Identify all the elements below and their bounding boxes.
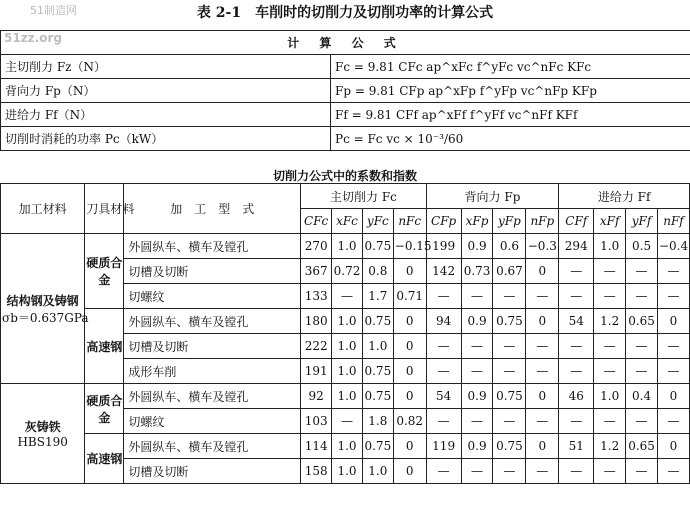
material-cell bbox=[1, 234, 89, 384]
header-coefficient: xFc bbox=[332, 209, 363, 234]
coefficient-value: — bbox=[559, 459, 594, 484]
machining-type: 切槽及切断 bbox=[124, 459, 301, 484]
coefficient-value: 0 bbox=[393, 359, 426, 384]
tool-material-cell: 硬质合金 bbox=[85, 234, 124, 309]
coefficient-value: 142 bbox=[426, 259, 461, 284]
coefficient-value: 0 bbox=[526, 384, 559, 409]
coefficient-value: 0.67 bbox=[493, 259, 526, 284]
formula-label: 主切削力 Fz（N） bbox=[1, 55, 331, 79]
coefficient-value: 54 bbox=[559, 309, 594, 334]
coefficient-value: — bbox=[594, 459, 626, 484]
coefficient-value: 0.8 bbox=[362, 259, 393, 284]
coefficient-value: 1.0 bbox=[332, 434, 363, 459]
coefficient-value: 0 bbox=[393, 459, 426, 484]
header-coefficient: nFc bbox=[393, 209, 426, 234]
coefficient-value: 0.73 bbox=[461, 259, 493, 284]
header-row bbox=[1, 184, 690, 209]
formula-row bbox=[1, 127, 690, 151]
coefficient-value: — bbox=[657, 259, 689, 284]
coefficient-value: — bbox=[594, 259, 626, 284]
coefficient-value: — bbox=[426, 409, 461, 434]
coefficient-value: 0 bbox=[657, 309, 689, 334]
coefficient-value: — bbox=[461, 284, 493, 309]
coefficient-value: 0 bbox=[393, 334, 426, 359]
coefficient-value: 46 bbox=[559, 384, 594, 409]
coefficient-table-caption: 切削力公式中的系数和指数 bbox=[272, 169, 417, 183]
header-coefficient: yFc bbox=[362, 209, 393, 234]
coefficient-value: 0.82 bbox=[393, 409, 426, 434]
coefficient-value: 0.65 bbox=[626, 309, 658, 334]
table-row bbox=[1, 309, 690, 334]
coefficient-value: 0.75 bbox=[362, 359, 393, 384]
coefficient-value: 0.71 bbox=[393, 284, 426, 309]
coefficient-value: 0.9 bbox=[461, 384, 493, 409]
coefficient-value: 367 bbox=[301, 259, 332, 284]
coefficient-value: — bbox=[526, 284, 559, 309]
coefficient-value: — bbox=[461, 334, 493, 359]
coefficient-value: 0.75 bbox=[362, 309, 393, 334]
formula-row bbox=[1, 55, 690, 79]
coefficient-value: 1.2 bbox=[594, 434, 626, 459]
coefficient-table bbox=[0, 183, 690, 484]
coefficient-value: 1.0 bbox=[332, 384, 363, 409]
coefficient-value: — bbox=[332, 409, 363, 434]
header-coefficient: yFp bbox=[493, 209, 526, 234]
formula-row bbox=[1, 103, 690, 127]
coefficient-value: 1.8 bbox=[362, 409, 393, 434]
coefficient-value: — bbox=[594, 284, 626, 309]
coefficient-value: — bbox=[594, 409, 626, 434]
coefficient-value: — bbox=[426, 334, 461, 359]
coefficient-value: 1.0 bbox=[332, 234, 363, 259]
coefficient-value: — bbox=[657, 409, 689, 434]
coefficient-value: — bbox=[594, 359, 626, 384]
formula-row bbox=[1, 79, 690, 103]
coefficient-value: 0 bbox=[657, 384, 689, 409]
coefficient-value: — bbox=[493, 459, 526, 484]
coefficient-value: — bbox=[626, 259, 658, 284]
material-name: 结构钢及铸钢 bbox=[6, 293, 79, 308]
coefficient-value: — bbox=[461, 459, 493, 484]
coefficient-value: 1.2 bbox=[594, 309, 626, 334]
coefficient-value: 0.65 bbox=[626, 434, 658, 459]
coefficient-value: 0.9 bbox=[461, 434, 493, 459]
table-row bbox=[1, 434, 690, 459]
coefficient-value: 0 bbox=[393, 434, 426, 459]
header-coefficient: xFp bbox=[461, 209, 493, 234]
watermark-site-name: 51制造网 bbox=[30, 4, 77, 17]
formula-value: Ff = 9.81 CFf ap^xFf f^yFf vc^nFf KFf bbox=[331, 103, 690, 127]
tool-material-cell: 高速钢 bbox=[85, 309, 124, 384]
coefficient-value: 1.0 bbox=[332, 334, 363, 359]
coefficient-value: 114 bbox=[301, 434, 332, 459]
header-main-force: 主切削力 Fc bbox=[301, 184, 426, 209]
header-coefficient: CFf bbox=[559, 209, 594, 234]
coefficient-value: 0.75 bbox=[362, 234, 393, 259]
coefficient-value: 0 bbox=[526, 309, 559, 334]
formula-label: 切削时消耗的功率 Pc（kW） bbox=[1, 127, 331, 151]
coefficient-value: — bbox=[559, 334, 594, 359]
coefficient-value: 0 bbox=[526, 259, 559, 284]
material-name: 灰铸铁 bbox=[24, 420, 61, 434]
header-coefficient: CFp bbox=[426, 209, 461, 234]
coefficient-value: 1.0 bbox=[594, 234, 626, 259]
coefficient-value: — bbox=[526, 409, 559, 434]
coefficient-value: — bbox=[626, 359, 658, 384]
coefficient-value: 0.9 bbox=[461, 309, 493, 334]
coefficient-value: — bbox=[559, 259, 594, 284]
coefficient-value: 270 bbox=[301, 234, 332, 259]
header-type: 加 工 型 式 bbox=[124, 184, 301, 234]
coefficient-value: 51 bbox=[559, 434, 594, 459]
material-spec: HBS190 bbox=[17, 435, 68, 449]
material-spec: σb＝0.637GPa bbox=[2, 310, 89, 325]
coefficient-value: — bbox=[426, 284, 461, 309]
coefficient-value: 1.0 bbox=[362, 334, 393, 359]
coefficient-value: 94 bbox=[426, 309, 461, 334]
coefficient-value: 199 bbox=[426, 234, 461, 259]
coefficient-value: — bbox=[657, 459, 689, 484]
coefficient-value: — bbox=[657, 359, 689, 384]
coefficient-value: 0 bbox=[526, 434, 559, 459]
coefficient-value: — bbox=[559, 284, 594, 309]
header-feed-force: 进给力 Ff bbox=[559, 184, 690, 209]
table-row bbox=[1, 384, 690, 409]
coefficient-value: 222 bbox=[301, 334, 332, 359]
coefficient-value: — bbox=[559, 359, 594, 384]
coefficient-value: — bbox=[493, 409, 526, 434]
coefficient-value: — bbox=[626, 409, 658, 434]
coefficient-value: 180 bbox=[301, 309, 332, 334]
machining-type: 成形车削 bbox=[124, 359, 301, 384]
header-coefficient: nFp bbox=[526, 209, 559, 234]
coefficient-value: — bbox=[526, 334, 559, 359]
coefficient-value: 0.72 bbox=[332, 259, 363, 284]
coefficient-value: 1.0 bbox=[332, 359, 363, 384]
coefficient-value: −0.15 bbox=[393, 234, 426, 259]
coefficient-value: — bbox=[559, 409, 594, 434]
table-row bbox=[1, 234, 690, 259]
header-material: 加工材料 bbox=[1, 184, 85, 234]
coefficient-value: 0.75 bbox=[493, 309, 526, 334]
coefficient-value: 0 bbox=[657, 434, 689, 459]
formula-header: 计 算 公 式 bbox=[1, 31, 690, 55]
coefficient-value: 0.75 bbox=[362, 384, 393, 409]
header-coefficient: yFf bbox=[626, 209, 658, 234]
header-tool: 刀具材料 bbox=[85, 184, 124, 234]
coefficient-value: 119 bbox=[426, 434, 461, 459]
machining-type: 切螺纹 bbox=[124, 284, 301, 309]
header-coefficient: xFf bbox=[594, 209, 626, 234]
coefficient-value: — bbox=[461, 359, 493, 384]
coefficient-value: 191 bbox=[301, 359, 332, 384]
watermark-site-url: 51zz.org bbox=[4, 31, 62, 45]
page-title: 表 2-1 车削时的切削力及切削功率的计算公式 bbox=[196, 5, 494, 21]
coefficient-value: — bbox=[493, 334, 526, 359]
coefficient-value: 1.0 bbox=[594, 384, 626, 409]
coefficient-value: 0.9 bbox=[461, 234, 493, 259]
coefficient-value: — bbox=[493, 284, 526, 309]
machining-type: 外圆纵车、横车及镗孔 bbox=[124, 309, 301, 334]
coefficient-value: 158 bbox=[301, 459, 332, 484]
coefficient-value: — bbox=[657, 284, 689, 309]
coefficient-value: 0.75 bbox=[493, 384, 526, 409]
coefficient-value: — bbox=[426, 459, 461, 484]
coefficient-value: 0.4 bbox=[626, 384, 658, 409]
coefficient-value: 0.5 bbox=[626, 234, 658, 259]
header-coefficient: nFf bbox=[657, 209, 689, 234]
header-back-force: 背向力 Fp bbox=[426, 184, 559, 209]
header-coefficient: CFc bbox=[301, 209, 332, 234]
machining-type: 外圆纵车、横车及镗孔 bbox=[124, 434, 301, 459]
coefficient-value: 103 bbox=[301, 409, 332, 434]
coefficient-value: 133 bbox=[301, 284, 332, 309]
coefficient-value: 0.6 bbox=[493, 234, 526, 259]
coefficient-value: — bbox=[626, 459, 658, 484]
coefficient-value: −0.3 bbox=[526, 234, 559, 259]
coefficient-value: 0.75 bbox=[362, 434, 393, 459]
formula-label: 进给力 Ff（N） bbox=[1, 103, 331, 127]
formula-label: 背向力 Fp（N） bbox=[1, 79, 331, 103]
coefficient-value: — bbox=[594, 334, 626, 359]
coefficient-value: — bbox=[332, 284, 363, 309]
coefficient-value: −0.4 bbox=[657, 234, 689, 259]
coefficient-value: 0 bbox=[393, 384, 426, 409]
material-cell bbox=[1, 384, 85, 484]
coefficient-value: — bbox=[626, 284, 658, 309]
coefficient-value: — bbox=[493, 359, 526, 384]
coefficient-value: — bbox=[426, 359, 461, 384]
formula-value: Pc = Fc vc × 10⁻³/60 bbox=[331, 127, 690, 151]
coefficient-value: — bbox=[461, 409, 493, 434]
formula-header-row bbox=[1, 31, 690, 55]
formula-table bbox=[0, 30, 690, 151]
coefficient-value: — bbox=[526, 359, 559, 384]
machining-type: 切螺纹 bbox=[124, 409, 301, 434]
coefficient-value: 294 bbox=[559, 234, 594, 259]
coefficient-value: 92 bbox=[301, 384, 332, 409]
coefficient-value: — bbox=[626, 334, 658, 359]
coefficient-value: 0 bbox=[393, 309, 426, 334]
coefficient-value: — bbox=[526, 459, 559, 484]
tool-material-cell: 高速钢 bbox=[85, 434, 124, 484]
coefficient-value: 0.75 bbox=[493, 434, 526, 459]
coefficient-value: 54 bbox=[426, 384, 461, 409]
formula-value: Fc = 9.81 CFc ap^xFc f^yFc vc^nFc KFc bbox=[331, 55, 690, 79]
machining-type: 外圆纵车、横车及镗孔 bbox=[124, 234, 301, 259]
machining-type: 外圆纵车、横车及镗孔 bbox=[124, 384, 301, 409]
coefficient-value: 1.0 bbox=[332, 459, 363, 484]
coefficient-value: — bbox=[657, 334, 689, 359]
machining-type: 切槽及切断 bbox=[124, 334, 301, 359]
formula-value: Fp = 9.81 CFp ap^xFp f^yFp vc^nFp KFp bbox=[331, 79, 690, 103]
machining-type: 切槽及切断 bbox=[124, 259, 301, 284]
coefficient-value: 1.0 bbox=[362, 459, 393, 484]
coefficient-value: 1.0 bbox=[332, 309, 363, 334]
tool-material-cell: 硬质合金 bbox=[85, 384, 124, 434]
coefficient-value: 1.7 bbox=[362, 284, 393, 309]
coefficient-value: 0 bbox=[393, 259, 426, 284]
